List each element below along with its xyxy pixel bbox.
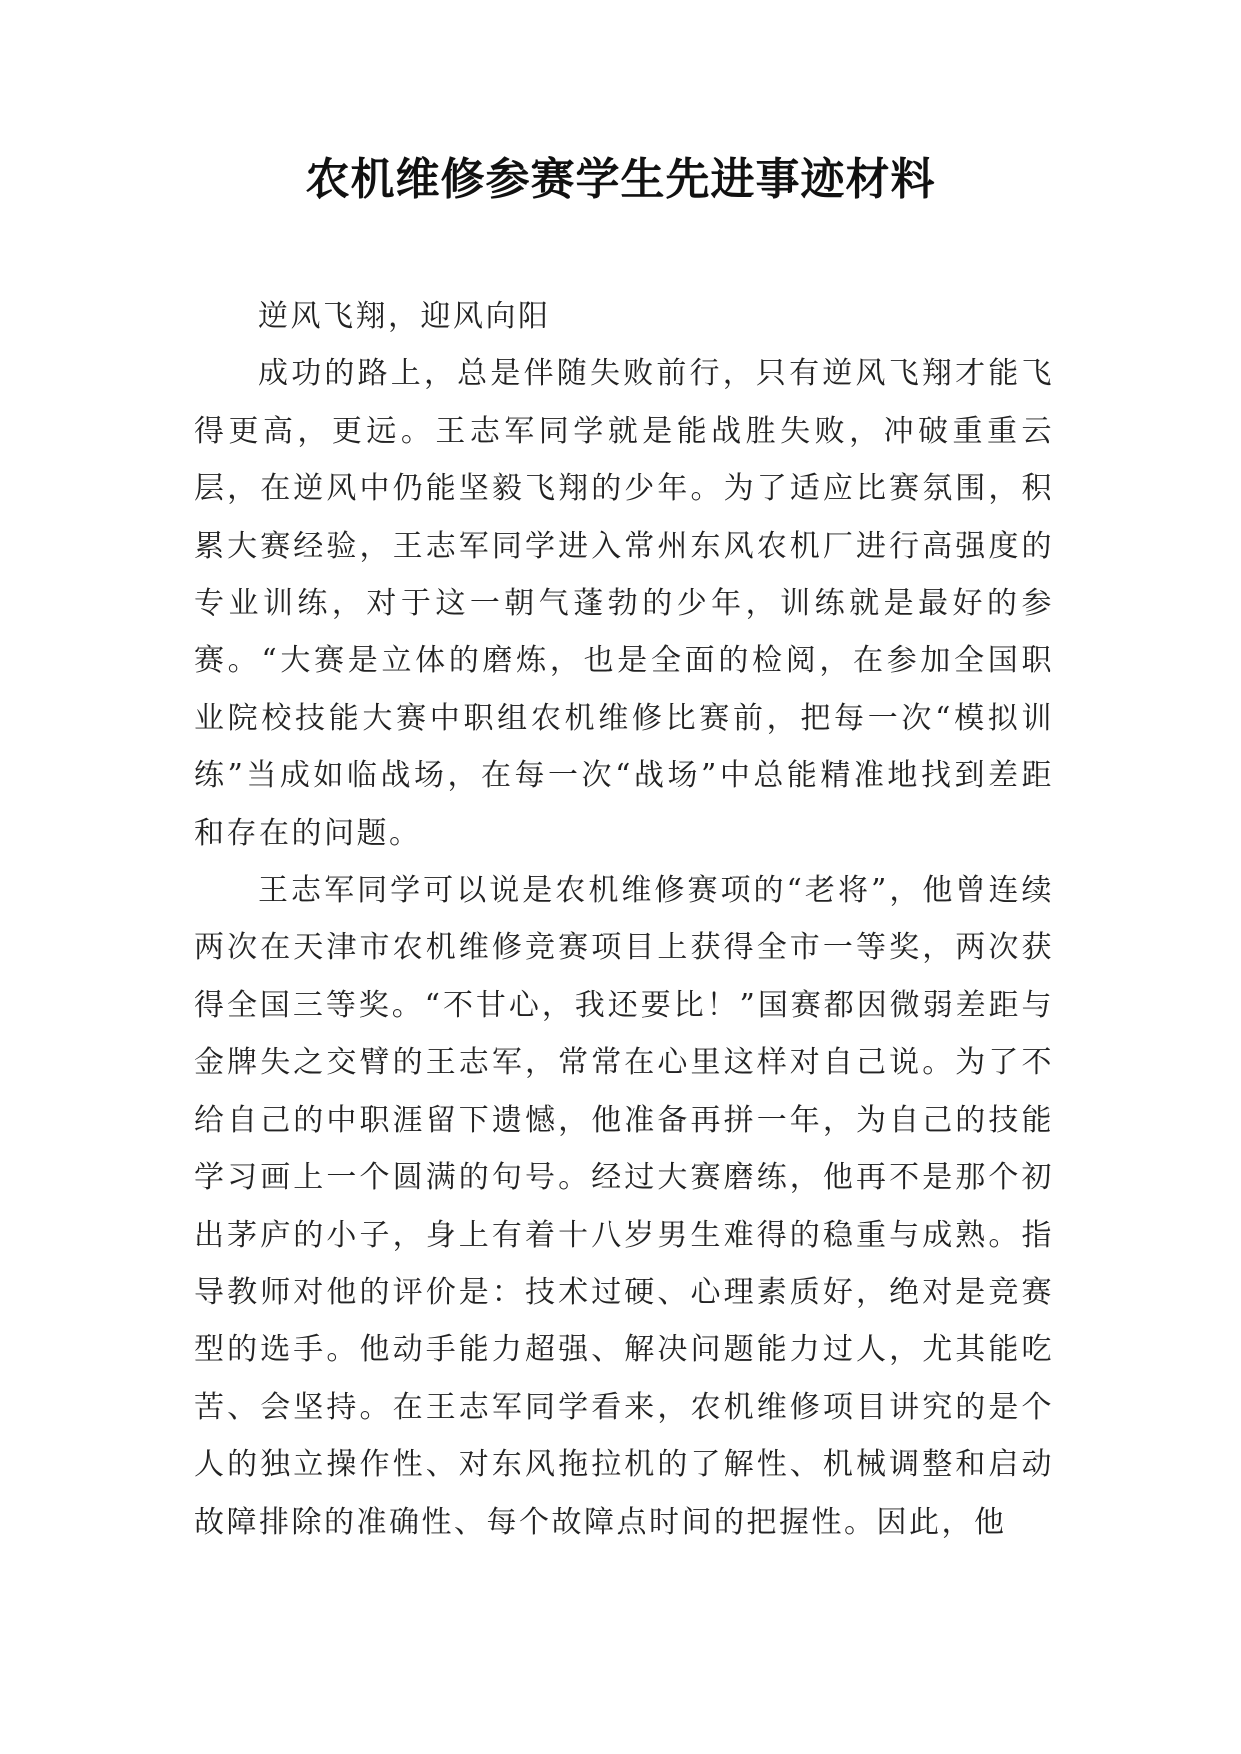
document-title: 农机维修参赛学生先进事迹材料 bbox=[305, 154, 936, 205]
paragraph: 王志军同学可以说是农机维修赛项的“老将”，他曾连续两次在天津市农机维修竞赛项目上获得全市一等奖，两次获得全国三等奖。“不甘心，我还要比！”国赛都因微弱差距与金牌失之交臂的王志军，常常在心里这样对自己说。为了不给自己的中职涯留下遗憾，他准备再拼一年，为自己的技能学习画上一个圆满的句号。经过大赛磨练，他再不是那个初出茅庐的小子，身上有着十八岁男生难得的稳重与成熟。指导教师对他的评价是：技术过硬、心理素质好，绝对是竞赛型的选手。他动手能力超强、解决问题能力过人，尤其能吃苦、会坚持。在王志军同学看来，农机维修项目讲究的是个人的独立操作性、对东风拖拉机的了解性、机械调整和启动故障排除的准确性、每个故障点时间的把握性。因此，他 bbox=[194, 873, 1054, 1540]
paragraph-subtitle: 逆风飞翔，迎风向阳 bbox=[258, 299, 551, 334]
document-body bbox=[194, 288, 1054, 1551]
paragraph: 成功的路上，总是伴随失败前行，只有逆风飞翔才能飞得更高，更远。王志军同学就是能战胜失败，冲破重重云层，在逆风中仍能坚毅飞翔的少年。为了适应比赛氛围，积累大赛经验，王志军同学进入常州东风农机厂进行高强度的专业训练，对于这一朝气蓬勃的少年，训练就是最好的参赛。“大赛是立体的磨炼，也是全面的检阅，在参加全国职业院校技能大赛中职组农机维修比赛前，把每一次“模拟训练”当成如临战场，在每一次“战场”中总能精准地找到差距和存在的问题。 bbox=[194, 356, 1054, 851]
